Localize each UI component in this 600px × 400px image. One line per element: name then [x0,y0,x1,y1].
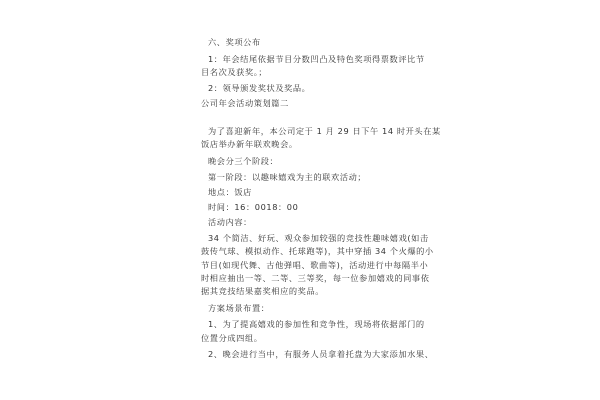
paragraph-line: 34 个简洁、好玩、观众参加较强的竞技性趣味嬉戏(如击 [208,233,429,243]
paragraph-line: 2：领导颁发奖状及奖品。 [208,83,311,93]
paragraph-line: 饭店举办新年联欢晚会。 [201,139,298,149]
paragraph-line: 目名次及获奖。； [201,67,268,77]
paragraph-line: 鼓传气球、模拟动作、托球跑等)，其中穿插 34 个火爆的小 [201,246,434,256]
paragraph-line: 位置分成四组。 [201,333,263,343]
document-title: 公司年会活动策划篇二 [201,98,289,108]
paragraph-line: 晚会分三个阶段： [208,156,279,166]
paragraph-line: 第一阶段：以趣味嬉戏为主的联欢活动； [208,172,367,182]
paragraph-line: 节目(如现代舞、古他弹唱、歌曲等)，活动进行中每隔半小 [201,260,429,270]
paragraph-line: 1、为了提高嬉戏的参加性和竞争性，现场将依据部门的 [208,319,425,329]
paragraph-line: 活动内容： [208,217,252,227]
paragraph-line: 时间：16：0018：00 [208,202,299,212]
section-heading-awards: 六、奖项公布 [208,37,261,47]
paragraph-line: 方案场景布置： [208,303,270,313]
paragraph-line: 据其竞技结果嘉奖相应的奖品。 [201,286,325,296]
paragraph-line: 2、晚会进行当中，有服务人员拿着托盘为大家添加水果、 [208,349,434,359]
paragraph-line: 时相应抽出一等、二等、三等奖，每一位参加嬉戏的同事依 [201,273,430,283]
paragraph-line: 1：年会结尾依据节目分数凹凸及特色奖项得票数评比节 [208,54,425,64]
paragraph-line: 地点：饭店 [208,187,252,197]
paragraph-line: 为了喜迎新年，本公司定于 1 月 29 日下午 14 时开头在某 [208,126,441,136]
